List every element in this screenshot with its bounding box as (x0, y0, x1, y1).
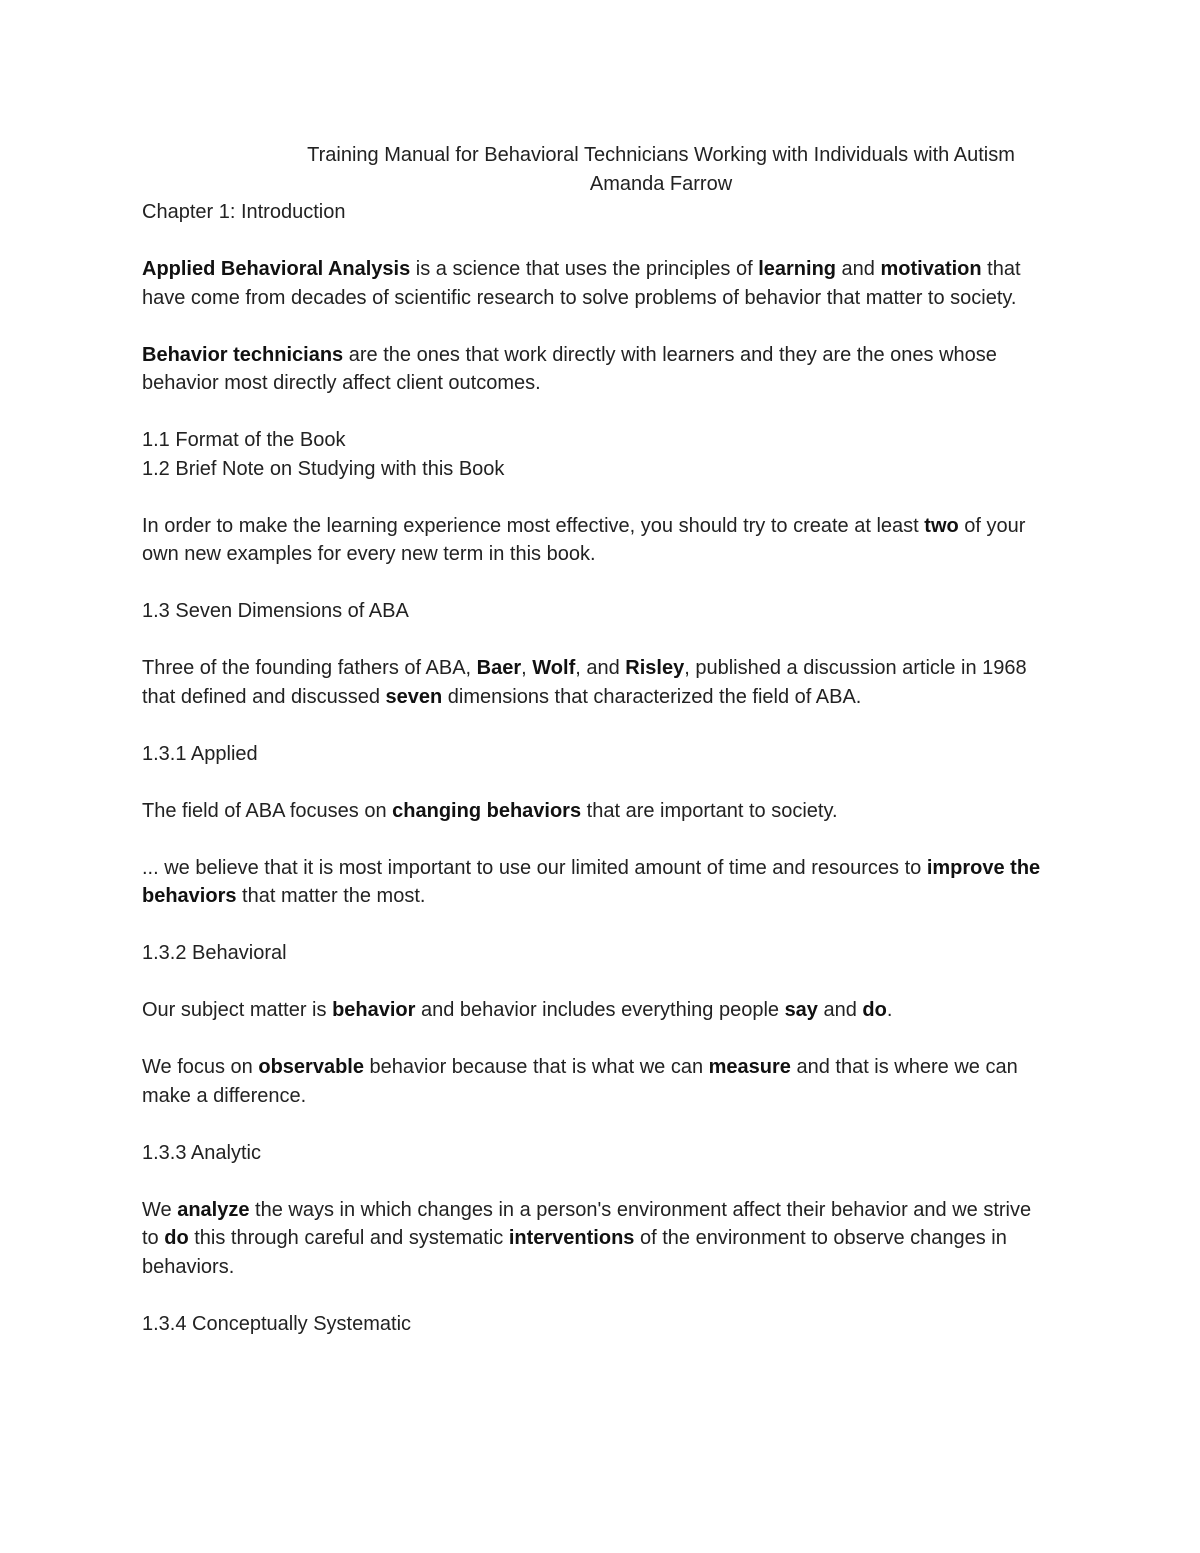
document-author: Amanda Farrow (589, 172, 733, 195)
term-improve-the-behaviors: improve the behaviors (142, 856, 1041, 907)
term-motivation: motivation (880, 258, 982, 280)
paragraph-behavior-technicians: Behavior technicians are the ones that work directly with learners and they are the ones whose behavior most directly affect client outcomes. (142, 343, 997, 394)
paragraph-applied: The field of ABA focuses on changing behaviors that are important to society. (142, 799, 838, 822)
term-measure: measure (708, 1056, 791, 1078)
term-do-analytic: do (164, 1227, 189, 1249)
term-say: say (784, 999, 818, 1021)
paragraph-subject-matter: Our subject matter is behavior and behavior includes everything people say and do. (142, 999, 893, 1021)
name-wolf: Wolf (532, 657, 576, 679)
paragraph-observable: We focus on observable behavior because that is what we can measure and that is where we can make a difference. (142, 1056, 1018, 1107)
term-analyze: analyze (177, 1198, 250, 1221)
term-seven: seven (385, 685, 443, 708)
section-1-3-4-heading: 1.3.4 Conceptually Systematic (142, 1312, 412, 1335)
term-aba: Applied Behavioral Analysis (142, 258, 411, 280)
section-1-1-heading: 1.1 Format of the Book (142, 429, 346, 451)
term-do: do (862, 999, 887, 1021)
term-changing-behaviors: changing behaviors (392, 799, 582, 822)
document-title: Training Manual for Behavioral Technicians Working with Individuals with Autism (307, 144, 1015, 166)
chapter-heading: Chapter 1: Introduction (142, 201, 346, 223)
paragraph-improve-behaviors: ... we believe that it is most important to use our limited amount of time and resources to improve the behaviors that matter the most. (142, 856, 1041, 907)
section-1-2-heading: 1.2 Brief Note on Studying with this Book (142, 457, 505, 480)
paragraph-studying-note: In order to make the learning experience most effective, you should try to create at least two of your own new examples for every new term in this book. (142, 514, 1026, 565)
term-learning: learning (758, 258, 836, 280)
term-interventions: interventions (508, 1227, 635, 1249)
section-1-3-3-heading: 1.3.3 Analytic (142, 1141, 261, 1164)
paragraph-founding-fathers: Three of the founding fathers of ABA, Baer, Wolf, and Risley, published a discussion article in 1968 that defined and discussed seven dimensions that characterized the field of ABA. (142, 657, 1027, 708)
document-page (142, 141, 1062, 1338)
paragraph-analytic: We analyze the ways in which changes in a person's environment affect their behavior and we strive to do this through careful and systematic interventions of the environment to observe changes in behaviors. (142, 1198, 1032, 1278)
term-two: two (924, 514, 959, 537)
section-1-3-heading: 1.3 Seven Dimensions of ABA (142, 600, 409, 622)
section-1-3-2-heading: 1.3.2 Behavioral (142, 942, 287, 964)
section-1-3-1-heading: 1.3.1 Applied (142, 742, 258, 765)
term-behavior-technicians: Behavior technicians (142, 343, 344, 366)
name-baer: Baer (476, 657, 522, 679)
term-observable: observable (258, 1056, 364, 1078)
title-block (140, 141, 1182, 198)
term-behavior: behavior (332, 999, 416, 1021)
name-risley: Risley (625, 657, 685, 679)
paragraph-aba-definition: Applied Behavioral Analysis is a science that uses the principles of learning and motivation that have come from decades of scientific research to solve problems of behavior that matter to society. (142, 258, 1021, 309)
